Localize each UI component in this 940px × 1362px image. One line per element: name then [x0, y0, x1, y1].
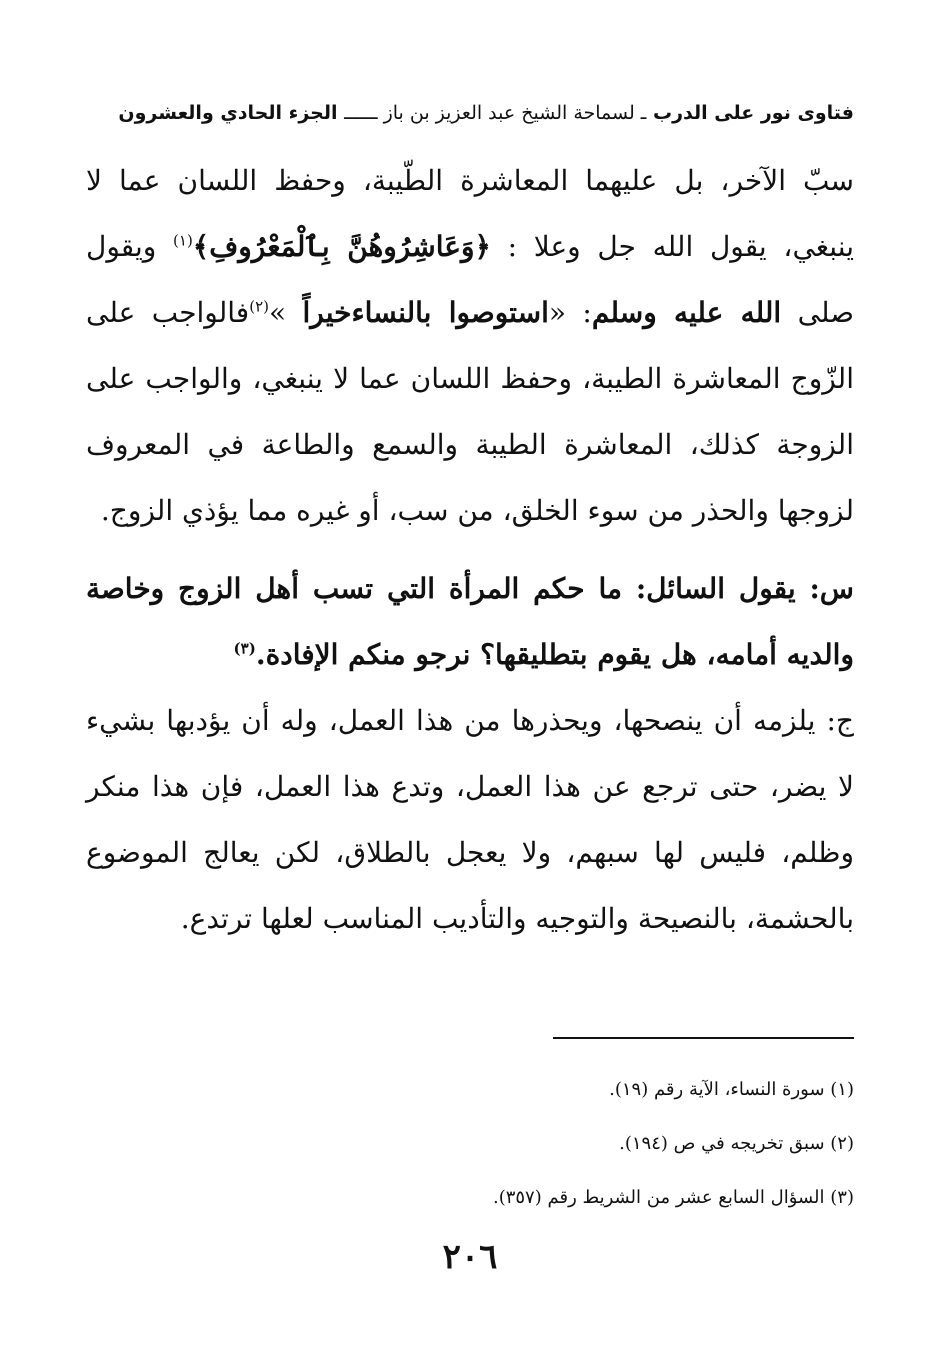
footnotes — [300, 1076, 854, 1238]
paragraph-1-part-3: : « — [548, 296, 592, 329]
footnote-ref-2: (٢) — [249, 297, 269, 316]
answer-paragraph — [86, 688, 854, 952]
footnote-2: (٢) سبق تخريجه في ص (١٩٤). — [619, 1133, 854, 1154]
quran-verse: ﴿وَعَاشِرُوهُنَّ بِٱلْمَعْرُوفِ﴾ — [192, 230, 491, 263]
paragraph-1-part-2: ويقول صلى — [86, 230, 854, 329]
footnote-1: (١) سورة النساء، الآية رقم (١٩). — [609, 1079, 854, 1100]
running-header — [86, 98, 854, 128]
answer-text: ج: يلزمه أن ينصحها، ويحذرها من هذا العمل، وله أن يؤدبها بشيء لا يضر، حتى ترجع عن هذا العمل، وتدع هذا العمل، فإن هذا منكر وظلم، فليس لها سبهم، ولا يعجل بالطلاق، لكن يعالج الموضوع بالحشمة، بالنصيحة والتوجيه والتأديب المناسب لعلها ترتدع. — [86, 704, 854, 935]
paragraph-1-part-5: فالواجب على الزّوج المعاشرة الطيبة، وحفظ اللسان عما لا ينبغي، والواجب على الزوجة كذلك، المعاشرة الطيبة والسمع والطاعة في المعروف لزوجها والحذر من سوء الخلق، من سب، أو غيره مما يؤذي الزوج. — [86, 296, 854, 527]
book-title: فتاوى نور على الدرب — [653, 102, 854, 124]
volume-label: الجزء الحادي والعشرون — [118, 102, 338, 124]
paragraph-1 — [86, 148, 854, 544]
page-number: ٢٠٦ — [442, 1237, 498, 1277]
footnote-ref-3: (٣) — [233, 639, 256, 658]
paragraph-1-part-1: سبّ الآخر، بل عليهما المعاشرة الطّيبة، وحفظ اللسان عما لا ينبغي، يقول الله جل وعلا : — [86, 164, 855, 263]
salutation-phrase: الله عليه وسلم — [591, 296, 782, 329]
question-paragraph — [86, 556, 854, 672]
footnote-separator — [553, 1037, 854, 1039]
author-name: ـ لسماحة الشيخ عبد العزيز بن باز ــــــ — [344, 102, 647, 124]
paragraph-1-part-4: » — [268, 296, 303, 329]
footnote-3: (٣) السؤال السابع عشر من الشريط رقم (٣٥٧). — [492, 1187, 854, 1208]
footnote-ref-1: (١) — [173, 231, 193, 250]
question-text: س: يقول السائل: ما حكم المرأة التي تسب أهل الزوج وخاصة والديه أمامه، هل يقوم بتطليقها؟ نرجو منكم الإفادة. — [86, 572, 854, 671]
hadith-quote: استوصوا بالنساءخيراً — [302, 296, 549, 329]
main-text — [86, 148, 854, 952]
